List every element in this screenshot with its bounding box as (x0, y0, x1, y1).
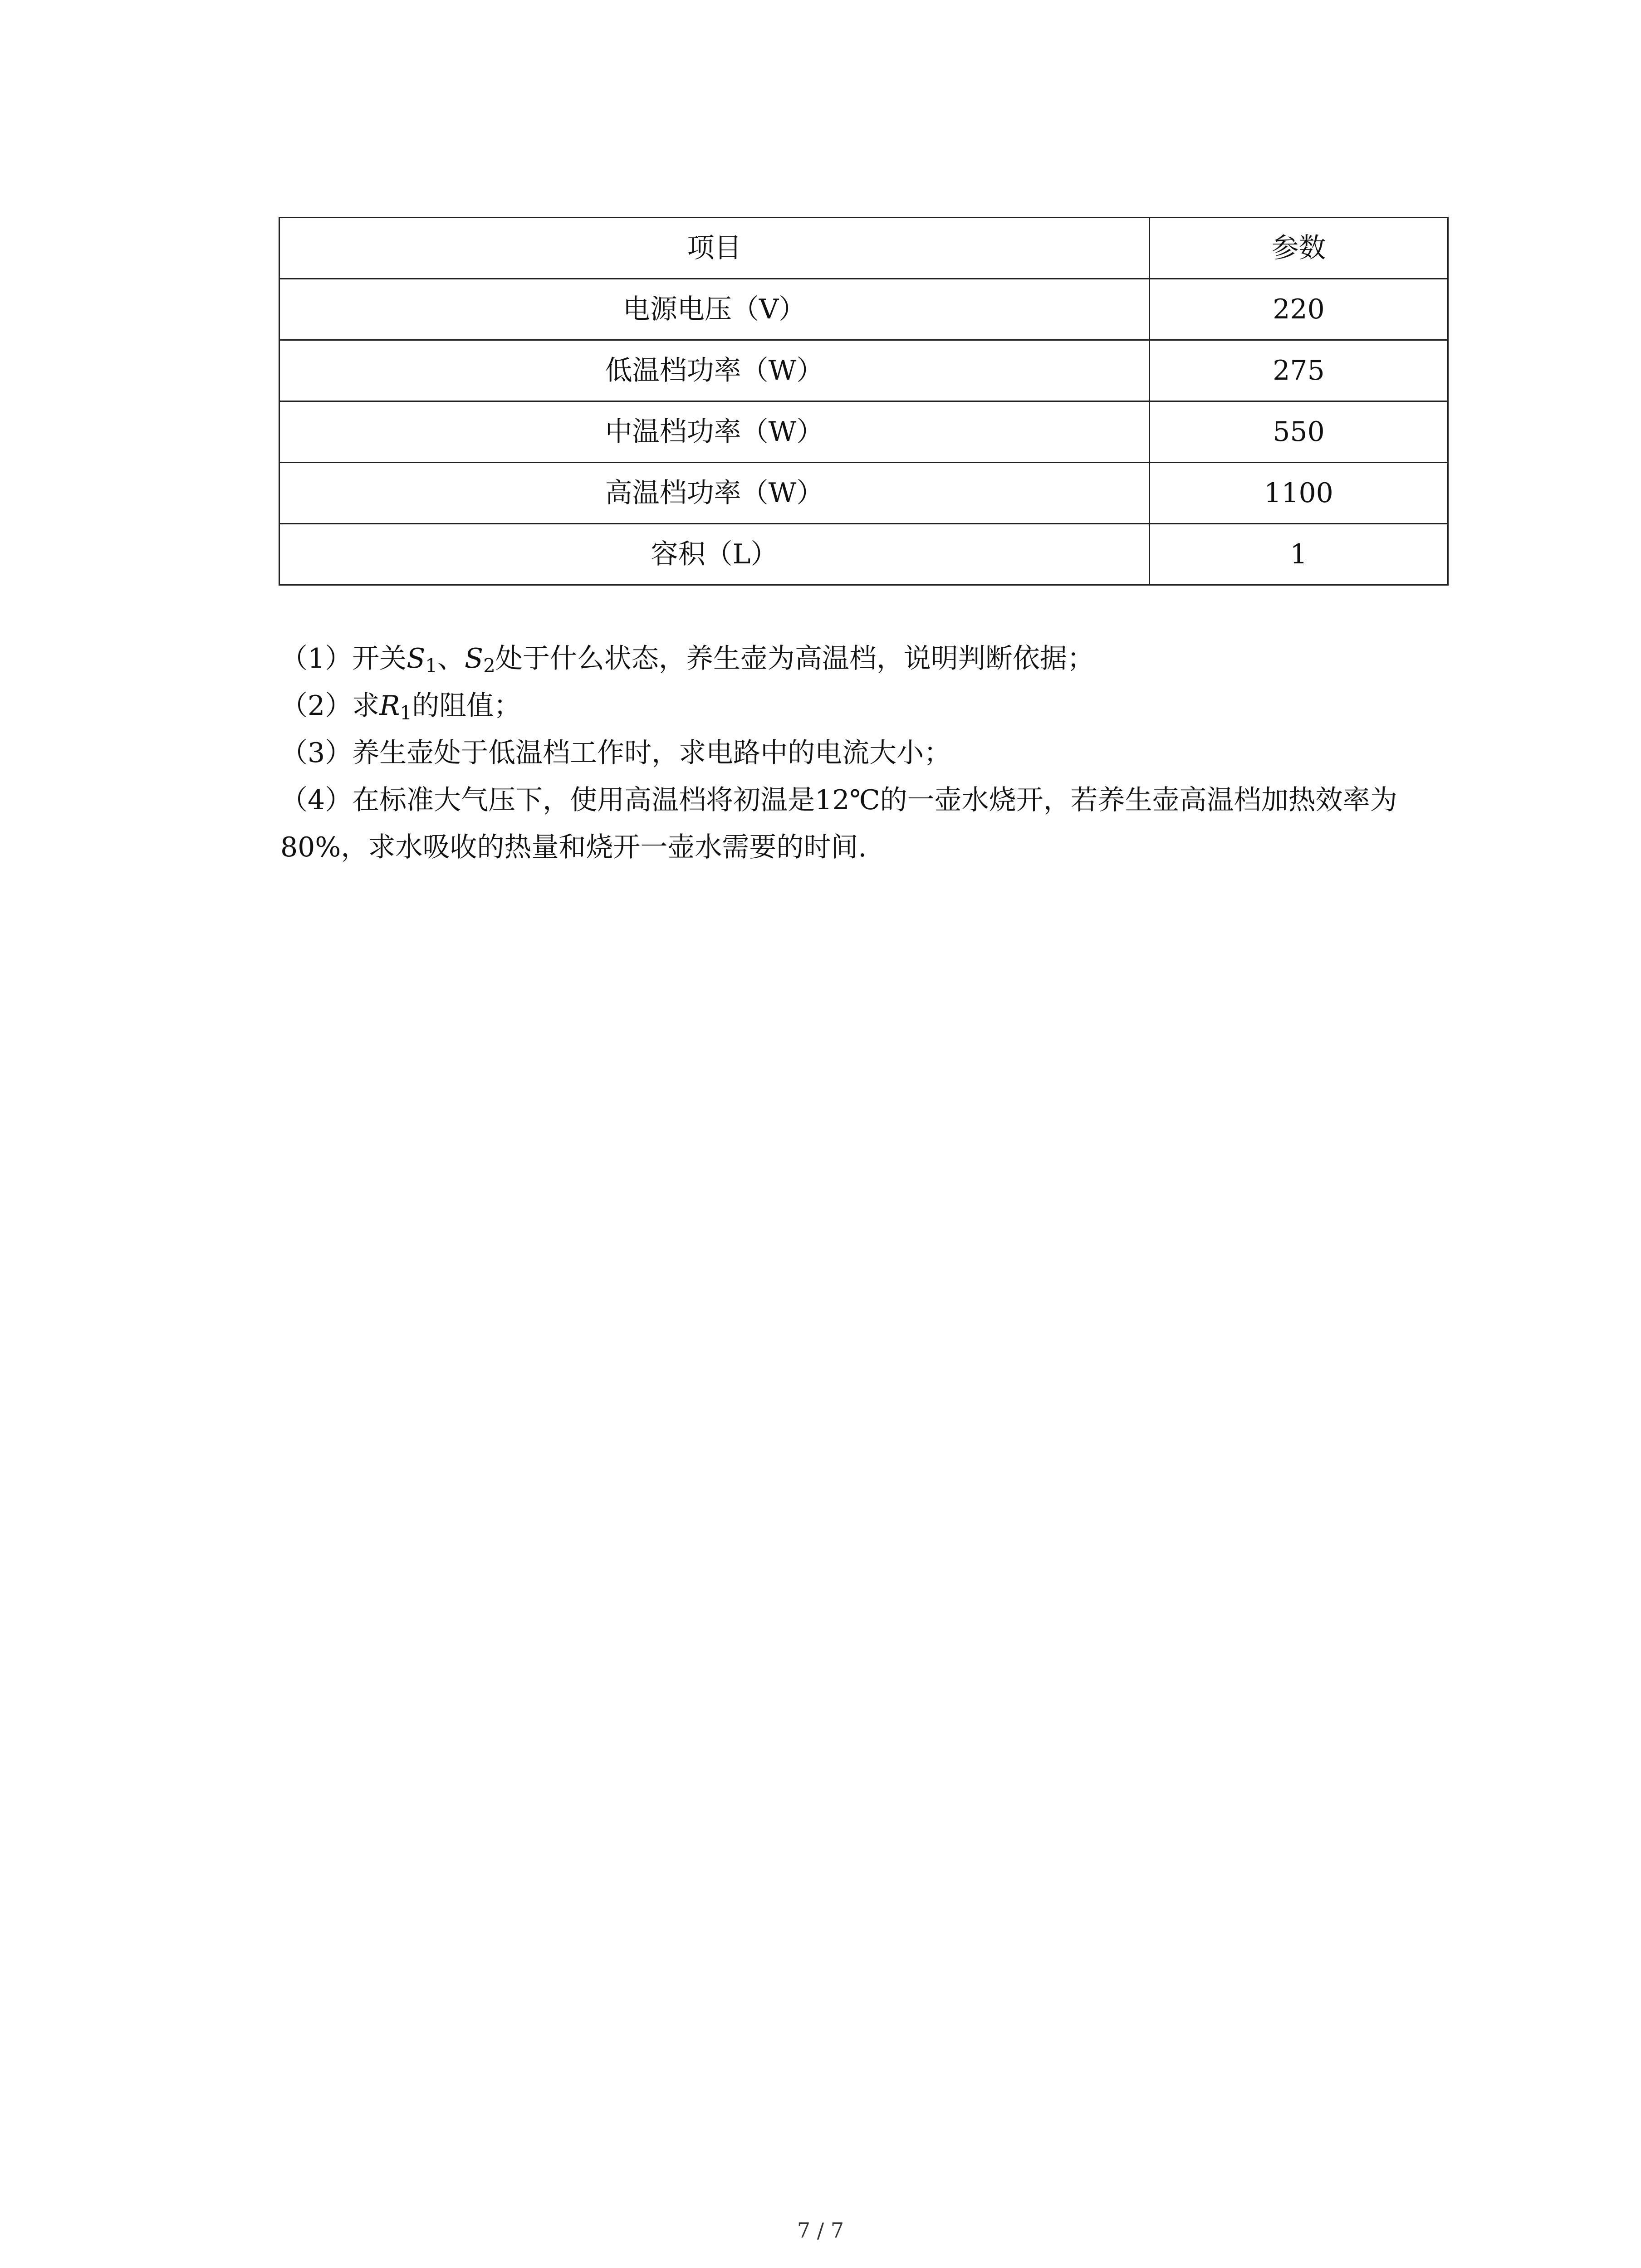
table-row (279, 463, 1448, 524)
table-header-row (279, 218, 1448, 279)
question-4: （4）在标准大气压下，使用高温档将初温是12℃的一壶水烧开，若养生壶高温档加热效率为80%，求水吸收的热量和烧开一壶水需要的时间. (280, 784, 1397, 863)
row-value: 1 (1150, 524, 1448, 585)
row-label: 高温档功率（W） (279, 463, 1150, 524)
row-label: 中温档功率（W） (279, 401, 1150, 463)
row-value: 550 (1150, 401, 1448, 463)
question-2: （2）求$R_1$的阻值； (280, 690, 521, 724)
table-row (279, 279, 1448, 340)
row-value: 275 (1150, 340, 1448, 401)
row-label: 电源电压（V） (279, 279, 1150, 340)
row-value: 220 (1150, 279, 1448, 340)
row-label: 低温档功率（W） (279, 340, 1150, 401)
table-row (279, 340, 1448, 401)
header-item: 项目 (279, 218, 1150, 279)
question-list (280, 635, 1442, 871)
question-3: （3）养生壶处于低温档工作时，求电路中的电流大小； (280, 737, 951, 769)
parameter-table (279, 217, 1449, 586)
row-value: 1100 (1150, 463, 1448, 524)
question-1: （1）开关$S_1$、$S_2$处于什么状态，养生壶为高温档，说明判断依据； (280, 643, 1094, 677)
table-row (279, 401, 1448, 463)
page-number: 7 / 7 (797, 2218, 844, 2243)
row-label: 容积（L） (279, 524, 1150, 585)
table-row (279, 524, 1448, 585)
header-parameter: 参数 (1150, 218, 1448, 279)
